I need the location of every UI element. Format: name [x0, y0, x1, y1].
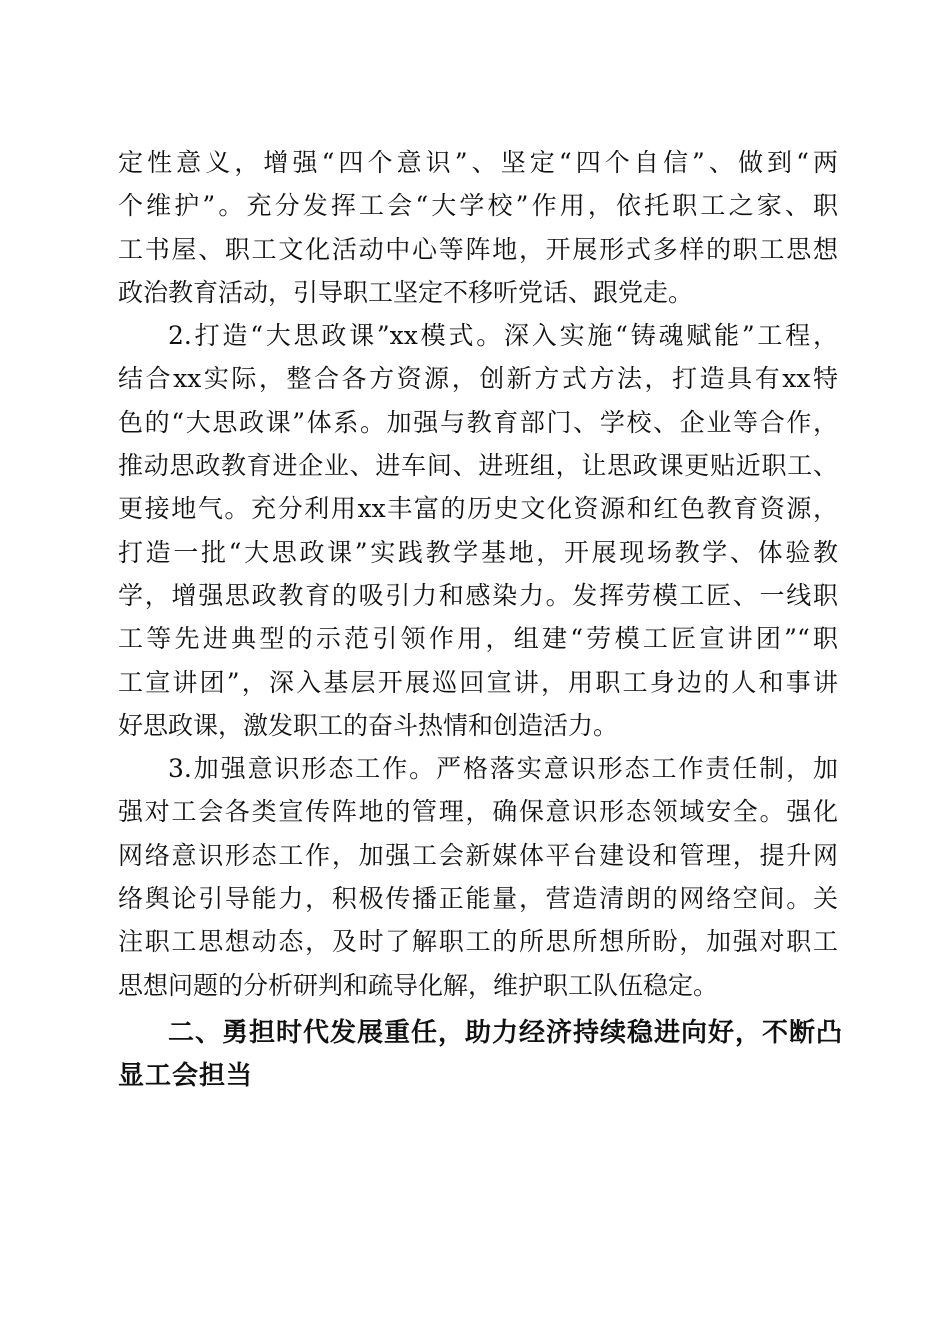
paragraph-line: 结合xx实际，整合各方资源，创新方式方法，打造具有xx特: [118, 364, 838, 394]
paragraph-line: 更接地气。充分利用xx丰富的历史文化资源和红色教育资源，: [118, 494, 838, 524]
paragraph-line: 注职工思想动态，及时了解职工的所思所想所盼，加强对职工: [118, 927, 838, 957]
paragraph-line: 推动思政教育进企业、进车间、进班组，让思政课更贴近职工、: [118, 451, 838, 481]
section-heading: 显工会担当: [118, 1061, 254, 1092]
paragraph-line: 工宣讲团”，深入基层开展巡回宣讲，用职工身边的人和事讲: [118, 667, 838, 697]
paragraph-line: 2.打造“大思政课”xx模式。深入实施“铸魂赋能”工程，: [168, 321, 838, 351]
paragraph-line: 强对工会各类宣传阵地的管理，确保意识形态领域安全。强化: [118, 797, 838, 827]
paragraph-line: 3.加强意识形态工作。严格落实意识形态工作责任制，加: [168, 754, 838, 784]
section-heading: 二、勇担时代发展重任，助力经济持续稳进向好，不断凸: [168, 1017, 844, 1048]
paragraph-line: 思想问题的分析研判和疏导化解，维护职工队伍稳定。: [118, 970, 719, 1000]
paragraph-line: 学，增强思政教育的吸引力和感染力。发挥劳模工匠、一线职: [118, 580, 838, 610]
paragraph-line: 网络意识形态工作，加强工会新媒体平台建设和管理，提升网: [118, 840, 838, 870]
paragraph-line: 好思政课，激发职工的奋斗热情和创造活力。: [118, 710, 619, 740]
paragraph-line: 工等先进典型的示范引领作用，组建“劳模工匠宣讲团”“职: [118, 624, 838, 654]
paragraph-line: 工书屋、职工文化活动中心等阵地，开展形式多样的职工思想: [118, 234, 838, 264]
document-page: [118, 141, 844, 1099]
paragraph-line: 色的“大思政课”体系。加强与教育部门、学校、企业等合作，: [118, 407, 838, 437]
paragraph-line: 络舆论引导能力，积极传播正能量，营造清朗的网络空间。关: [118, 884, 838, 914]
paragraph-line: 定性意义，增强“四个意识”、坚定“四个自信”、做到“两: [118, 148, 838, 177]
paragraph-line: 个维护”。充分发挥工会“大学校”作用，依托职工之家、职: [118, 191, 838, 221]
paragraph-line: 政治教育活动，引导职工坚定不移听党话、跟党走。: [118, 277, 694, 307]
paragraph-line: 打造一批“大思政课”实践教学基地，开展现场教学、体验教: [118, 537, 838, 567]
